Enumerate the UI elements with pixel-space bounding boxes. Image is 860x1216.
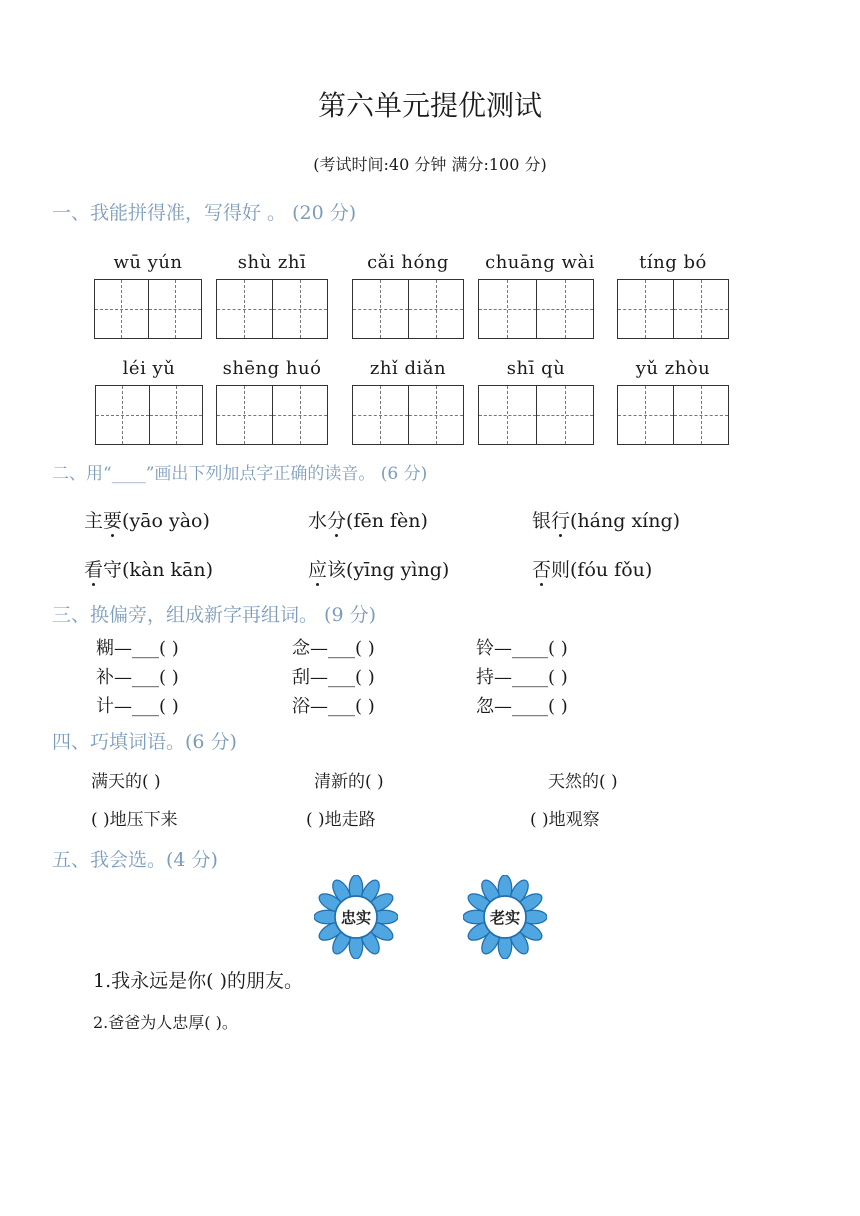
radical-item[interactable]: 刮—___( ) xyxy=(292,667,375,688)
pinyin-label: wū yún xyxy=(113,252,183,273)
radical-item[interactable]: 铃—____( ) xyxy=(476,638,568,659)
radical-item[interactable]: 计—___( ) xyxy=(96,696,179,717)
pinyin-label: shù zhī xyxy=(237,252,307,273)
fill-word-item[interactable]: ( )地走路 xyxy=(306,810,376,830)
fill-word-item[interactable]: 清新的( ) xyxy=(314,772,384,792)
choice-question-2[interactable]: 2.爸爸为人忠厚( )。 xyxy=(93,1013,238,1032)
page-title: 第六单元提优测试 xyxy=(317,89,542,122)
writing-grid[interactable] xyxy=(352,279,464,339)
writing-grid[interactable] xyxy=(352,385,464,445)
section-5-heading: 五、我会选。(4 分) xyxy=(52,849,218,871)
radical-item[interactable]: 忽—____( ) xyxy=(476,696,568,717)
writing-grid[interactable] xyxy=(478,279,594,339)
radical-item[interactable]: 浴—___( ) xyxy=(292,696,375,717)
pinyin-label: shī qù xyxy=(506,358,566,379)
svg-text:老实: 老实 xyxy=(489,908,521,927)
pinyin-label: léi yǔ xyxy=(122,358,176,379)
pinyin-label: tíng bó xyxy=(639,252,707,273)
flower-option-laoshi[interactable] xyxy=(463,875,547,959)
section-1-heading: 一、我能拼得准，写得好 。 (20 分) xyxy=(52,202,357,224)
reading-item[interactable]: 水分(fēn fèn) xyxy=(308,506,428,533)
reading-item[interactable]: 主要(yāo yào) xyxy=(84,506,210,533)
pinyin-label: cǎi hóng xyxy=(367,252,449,273)
fill-word-item[interactable]: ( )地压下来 xyxy=(91,810,178,830)
pinyin-label: chuāng wài xyxy=(485,252,595,273)
writing-grid[interactable] xyxy=(216,279,328,339)
radical-item[interactable]: 念—___( ) xyxy=(292,638,375,659)
writing-grid[interactable] xyxy=(617,385,729,445)
fill-word-item[interactable]: 满天的( ) xyxy=(91,772,161,792)
pinyin-label: zhǐ diǎn xyxy=(369,358,447,379)
section-2-heading: 二、用“____”画出下列加点字正确的读音。 (6 分) xyxy=(52,464,428,484)
section-4-heading: 四、巧填词语。(6 分) xyxy=(52,731,237,753)
radical-item[interactable]: 持—____( ) xyxy=(476,667,568,688)
section-3-heading: 三、换偏旁，组成新字再组词。 (9 分) xyxy=(52,604,376,626)
writing-grid[interactable] xyxy=(94,279,202,339)
exam-info: (考试时间:40 分钟 满分:100 分) xyxy=(313,155,547,174)
fill-word-item[interactable]: ( )地观察 xyxy=(530,810,600,830)
pinyin-label: yǔ zhòu xyxy=(635,358,711,379)
svg-text:忠实: 忠实 xyxy=(340,908,372,927)
reading-item[interactable]: 看守(kàn kān) xyxy=(84,555,213,582)
reading-item[interactable]: 应该(yīng yìng) xyxy=(308,555,449,582)
radical-item[interactable]: 补—___( ) xyxy=(96,667,179,688)
writing-grid[interactable] xyxy=(478,385,594,445)
flower-option-zhongshi[interactable] xyxy=(314,875,398,959)
reading-item[interactable]: 银行(háng xíng) xyxy=(532,506,680,533)
choice-question-1[interactable]: 1.我永远是你( )的朋友。 xyxy=(93,970,303,992)
writing-grid[interactable] xyxy=(216,385,328,445)
pinyin-label: shēng huó xyxy=(222,358,322,379)
reading-item[interactable]: 否则(fóu fǒu) xyxy=(532,555,652,582)
radical-item[interactable]: 糊—___( ) xyxy=(96,638,179,659)
writing-grid[interactable] xyxy=(95,385,203,445)
fill-word-item[interactable]: 天然的( ) xyxy=(548,772,618,792)
writing-grid[interactable] xyxy=(617,279,729,339)
